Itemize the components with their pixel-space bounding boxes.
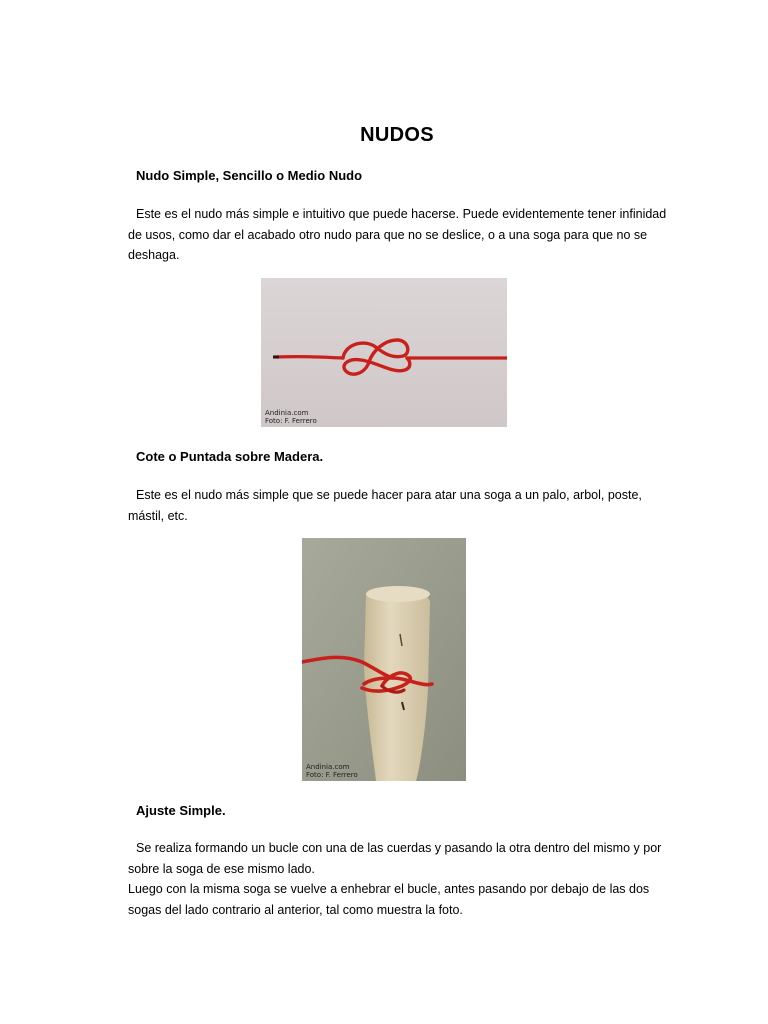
photo-credit — [265, 409, 317, 425]
credit-site: Andinia.com — [265, 409, 309, 417]
paragraph-text: Este es el nudo más simple que se puede hacer para atar una soga a un palo, arbol, poste, mástil, etc. — [128, 488, 642, 523]
section-heading-nudo-simple: Nudo Simple, Sencillo o Medio Nudo — [136, 168, 363, 183]
page-title: NUDOS — [360, 124, 434, 146]
credit-site: Andinia.com — [306, 763, 350, 771]
photo-credit — [306, 763, 358, 779]
section-paragraph — [128, 838, 668, 920]
half-hitch-on-wood-photo — [302, 538, 466, 781]
half-hitch-image — [302, 538, 466, 781]
paragraph-text-continued: Luego con la misma soga se vuelve a enhebrar el bucle, antes pasando por debajo de las dos sogas del lado contrario al anterior, tal como muestra la foto. — [128, 882, 650, 917]
credit-author: Foto: F. Ferrero — [306, 771, 358, 779]
section-heading-cote: Cote o Puntada sobre Madera. — [136, 449, 324, 464]
paragraph-text: Se realiza formando un bucle con una de las cuerdas y pasando la otra dentro del mismo y por sobre la soga de ese mismo lado. — [128, 841, 662, 876]
paragraph-text: Este es el nudo más simple e intuitivo que puede hacerse. Puede evidentemente tener infinidad de usos, como dar el acabado otro nudo para que no se deslice, o a una soga para que no se deshaga. — [128, 207, 667, 262]
overhand-knot-photo — [261, 278, 507, 427]
credit-author: Foto: F. Ferrero — [265, 417, 317, 425]
section-paragraph — [128, 485, 668, 526]
overhand-knot-image — [261, 278, 507, 427]
section-paragraph — [128, 204, 668, 266]
section-heading-ajuste-simple: Ajuste Simple. — [136, 803, 226, 818]
